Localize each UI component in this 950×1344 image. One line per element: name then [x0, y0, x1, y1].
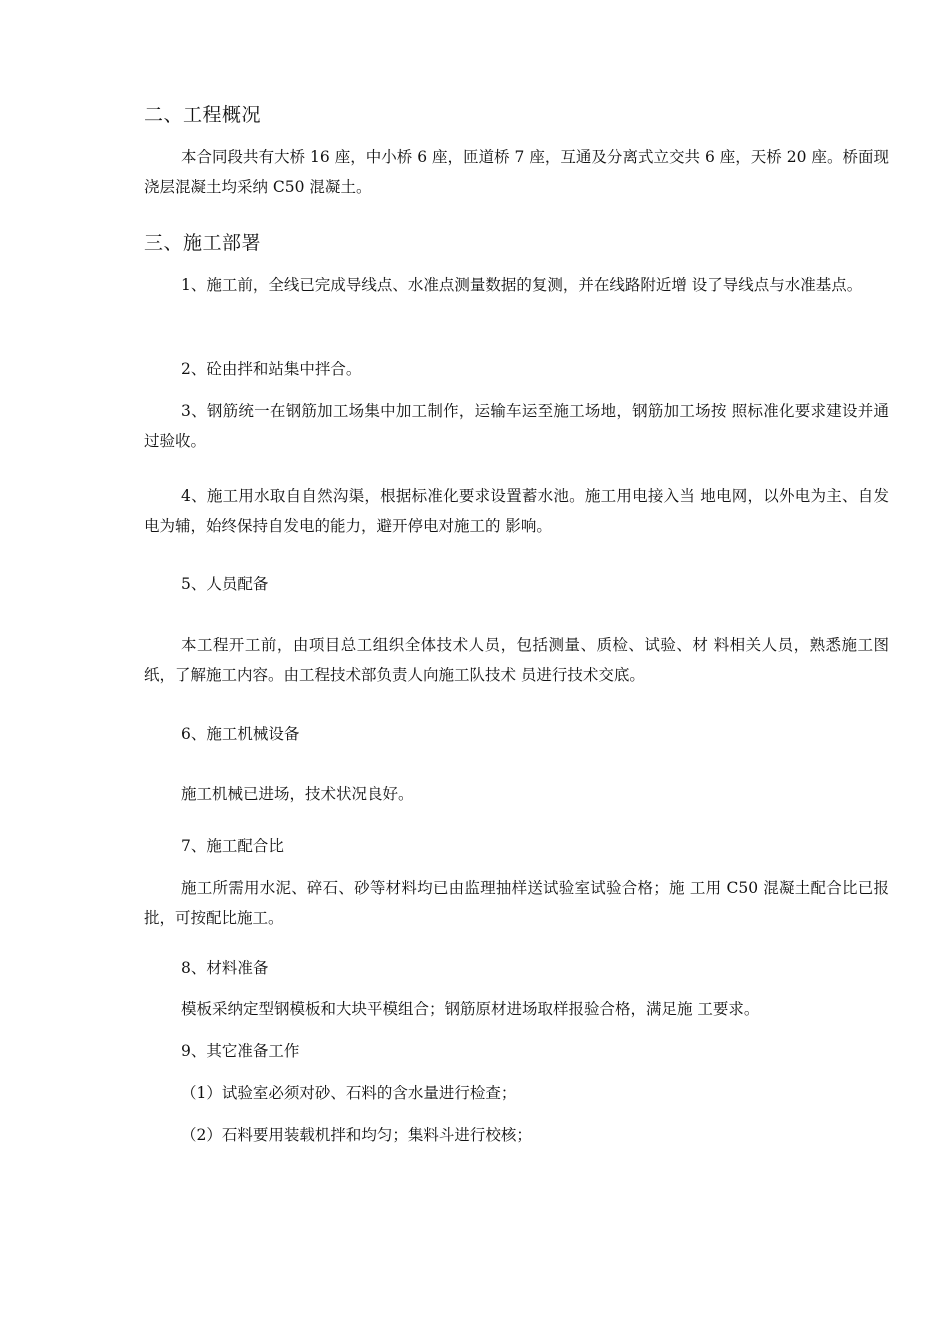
item-9-sub-2: （2）石料要用装载机拌和均匀；集料斗进行校核；	[181, 1126, 532, 1144]
item-6-body: 施工机械已进场，技术状况良好。	[181, 785, 414, 803]
item-4-paragraph: 4、施工用水取自自然沟渠，根据标准化要求设置蓄水池。施工用电接入当 地电网，以外电为主、自发电为辅，始终保持自发电的能力，避开停电对施工的 影响。	[144, 487, 889, 535]
item-5-title: 5、人员配备	[181, 575, 269, 593]
item-6-title: 6、施工机械设备	[181, 725, 300, 743]
section-2-paragraph: 本合同段共有大桥 16 座，中小桥 6 座，匝道桥 7 座，互通及分离式立交共 6 座，天桥 20 座。桥面现浇层混凝土均采纳 C50 混凝土。	[144, 148, 889, 196]
item-9-title: 9、其它准备工作	[181, 1042, 300, 1060]
item-9-sub-1: （1）试验室必须对砂、石料的含水量进行检查；	[181, 1084, 517, 1102]
section-2-heading: 二、工程概况	[144, 104, 262, 126]
item-7-body: 施工所需用水泥、碎石、砂等材料均已由监理抽样送试验室试验合格；施 工用 C50 混凝土配合比已报批，可按配比施工。	[144, 879, 889, 927]
item-8-title: 8、材料准备	[181, 959, 269, 977]
item-7-title: 7、施工配合比	[181, 837, 284, 855]
item-8-body: 模板采纳定型钢模板和大块平模组合；钢筋原材进场取样报验合格，满足施 工要求。	[181, 1000, 760, 1018]
item-5-body: 本工程开工前，由项目总工组织全体技术人员，包括测量、质检、试验、材 料相关人员，熟悉施工图纸，了解施工内容。由工程技术部负责人向施工队技术 员进行技术交底。	[144, 636, 889, 684]
section-3-heading: 三、施工部署	[144, 232, 262, 254]
item-1-paragraph: 1、施工前，全线已完成导线点、水准点测量数据的复测，并在线路附近增 设了导线点与水准基点。	[181, 276, 863, 294]
item-3-paragraph: 3、钢筋统一在钢筋加工场集中加工制作，运输车运至施工场地，钢筋加工场按 照标准化要求建设并通过验收。	[144, 402, 889, 450]
item-2-paragraph: 2、砼由拌和站集中拌合。	[181, 360, 362, 378]
